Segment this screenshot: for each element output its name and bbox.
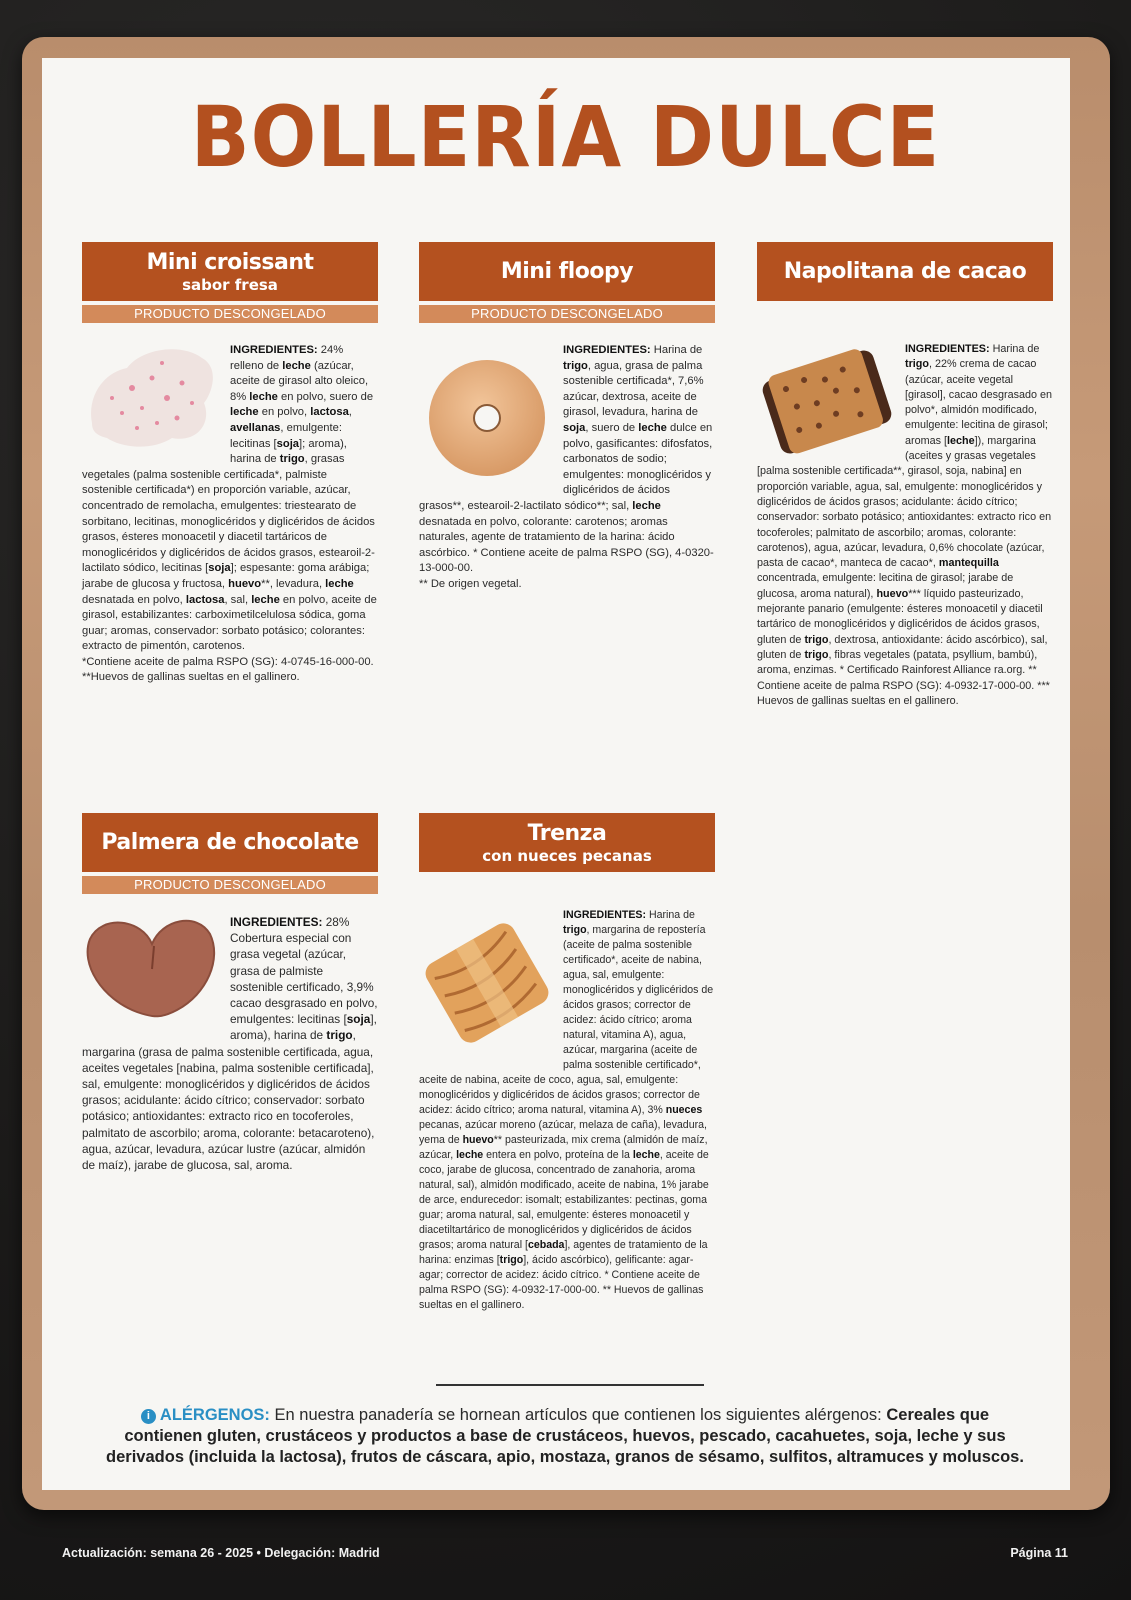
product-body [82, 914, 378, 1173]
product-card-napolitana-cacao [757, 242, 1053, 709]
ingredients-text: INGREDIENTES: Harina de trigo, margarina de repostería (aceite de palma sostenible certificado*, aceite de nabina, agua, sal, emulgente: monoglicéridos y diglicéridos de ácidos grasos; corrector de acidez: ácido cítrico; aroma natural, vitamina A), agua, azúcar, margarina (aceite de palma sostenible certificado*, aceite de nabina, aceite de coco, agua, sal, emulgente: monoglicéridos y diglicéridos de ácidos grasos; corrector de acidez: ácido cítrico; aroma natural, vitamina A), 3% nueces pecanas, azúcar moreno (azúcar, melaza de caña), levadura, yema de huevo** pasteurizada, mix crema (almidón de maíz, azúcar, leche entera en polvo, proteína de la leche, aceite de coco, jarabe de glucosa, concentrado de zanahoria, aroma natural, sal), almidón modificado, aceite de nabina, 1% jarabe de arce, endurecedor: isomalt; estabilizantes: pectinas, goma guar; aroma natural, sal, emulgente: ésteres monoacetil y diacetiltartárico de monoglicéridos y diglicéridos de ácidos grasos; aroma natural [cebada], agentes de tratamiento de la harina: enzimas [trigo], ácido ascórbico), gelificante: agar-agar; corrector de acidez: ácido cítrico. * Contiene aceite de palma RSPO (SG): 4-0932-17-000-00. ** Huevos de gallinas sueltas en el gallinero. [419, 909, 714, 1311]
mini-donut-image [419, 343, 555, 483]
product-header [419, 242, 715, 301]
product-subtitle: sabor fresa [182, 275, 278, 294]
product-card-mini-floopy [419, 242, 715, 593]
product-name: Palmera de chocolate [101, 829, 359, 855]
ingredients-text: INGREDIENTES: 24% relleno de leche (azúcar, aceite de girasol alto oleico, 8% leche en polvo, suero de leche en polvo, lactosa, avellanas, emulgente: lecitinas [soja]; aroma), harina de trigo, grasas vegetales (palma sostenible certificada*, palmiste sostenible certificada*) en proporción variable, azúcar, concentrado de remolacha, emulgentes: triestearato de sorbitano, lecitinas, monoglicéridos y diglicéridos de ácidos grasos, ésteres monoacetil y diacetil tartáricos de monoglicéridos y diglicéridos de ácidos grasos, estearoil-2-lactilato sódico, lecitinas [soja]; espesante: goma arábiga; jarabe de glucosa y fructosa, huevo**, levadura, leche desnatada en polvo, lactosa, sal, leche en polvo, aceite de girasol, estabilizantes: carboximetilcelulosa sódica, goma guar; aromas, conservador: sorbato potásico; colorantes: extracto de pimentón, carotenos. *Contiene aceite de palma RSPO (SG): 4-0745-16-000-00. **Huevos de gallinas sueltas en el gallinero. [82, 343, 378, 686]
pecan-braid-image [419, 908, 555, 1058]
product-body [757, 342, 1053, 709]
product-tag: PRODUCTO DESCONGELADO [419, 305, 715, 323]
info-icon: i [141, 1409, 156, 1424]
product-subtitle: con nueces pecanas [482, 846, 652, 865]
napolitana-image [757, 342, 897, 462]
allergens-intro: En nuestra panadería se hornean artículos que contienen los siguientes alérgenos: [274, 1406, 882, 1424]
product-header [419, 813, 715, 872]
product-card-palmera-chocolate [82, 813, 378, 1173]
product-header [82, 813, 378, 872]
product-name: Mini floopy [500, 258, 634, 284]
allergens-notice [100, 1405, 1030, 1468]
product-header [757, 242, 1053, 301]
product-tag: PRODUCTO DESCONGELADO [82, 305, 378, 323]
product-card-mini-croissant [82, 242, 378, 686]
footer-update-info: Actualización: semana 26 - 2025 • Delegación: Madrid [62, 1546, 380, 1560]
footnote: *Contiene aceite de palma RSPO (SG): 4-0745-16-000-00. [82, 655, 374, 668]
allergens-label: ALÉRGENOS: [159, 1406, 270, 1424]
product-header [82, 242, 378, 301]
product-tag: PRODUCTO DESCONGELADO [82, 876, 378, 894]
page-title: BOLLERÍA DULCE [190, 88, 941, 186]
strawberry-croissant-image [82, 343, 222, 453]
chocolate-palmier-image [82, 914, 222, 1026]
section-divider [436, 1384, 704, 1386]
product-name: Trenza [527, 820, 607, 846]
product-name: Napolitana de cacao [783, 258, 1027, 284]
footnote: ** De origen vegetal. [419, 577, 522, 590]
ingredients-text: INGREDIENTES: Harina de trigo, 22% crema de cacao (azúcar, aceite vegetal [girasol], cacao desgrasado en polvo*, almidón modificado, emulgente: lecitina de girasol; aromas [leche]), margarina (aceites y grasas vegetales [palma sostenible certificada**, girasol, soja, nabina] en proporción variable, agua, sal, emulgente: monoglicéridos y diglicéridos de ácidos grasos; acidulante: ácido cítrico; conservador: sorbato potásico; antioxidantes: extracto rico en tocoferoles; palmitato de ascorbilo; aromas, colorante: carotenos), agua, azúcar, levadura, 0,6% chocolate (azúcar, pasta de cacao*, manteca de cacao*, mantequilla concentrada, emulgente: lecitina de girasol; jarabe de glucosa, aroma natural), huevo*** líquido pasteurizado, mejorante panario (emulgente: ésteres monoacetil y diacetil tartárico de monoglicéridos y diglicéridos de ácidos grasos, gluten de trigo, dextrosa, antioxidante: ácido ascórbico), sal, gluten de trigo, fibras vegetales (patata, psyllium, bambú), aroma, enzimas. * Certificado Rainforest Alliance ra.org. ** Contiene aceite de palma RSPO (SG): 4-0932-17-000-00. *** Huevos de gallinas sueltas en el gallinero. [757, 343, 1053, 707]
footnote: **Huevos de gallinas sueltas en el gallinero. [82, 671, 300, 684]
product-body [82, 343, 378, 686]
ingredients-text: INGREDIENTES: Harina de trigo, agua, grasa de palma sostenible certificada*, 7,6% azúcar, dextrosa, aceite de girasol, levadura, harina de soja, suero de leche dulce en polvo, gasificantes: difosfatos, carbonatos de sodio; emulgentes: monoglicéridos y diglicéridos de ácidos grasos**, estearoil-2-lactilato sódico**; sal, leche desnatada en polvo, colorante: carotenos; aromas naturales, agente de tratamiento de la harina: ácido ascórbico. * Contiene aceite de palma RSPO (SG), 4-0320-13-000-00. ** De origen vegetal. [419, 343, 715, 593]
product-name: Mini croissant [146, 249, 314, 275]
product-body [419, 908, 715, 1313]
product-body [419, 343, 715, 593]
product-card-trenza [419, 813, 715, 1313]
footer-page-number: Página 11 [1010, 1546, 1068, 1560]
ingredients-text: INGREDIENTES: 28% Cobertura especial con grasa vegetal (azúcar, grasa de palmiste sostenible certificado, 3,9% cacao desgrasado en polvo, emulgentes: lecitinas [soja], aroma), harina de trigo, margarina (grasa de palma sostenible certificada, agua, aceites vegetales [nabina, palma sostenible certificada], sal, emulgente: monoglicéridos y diglicéridos de ácidos grasos; acidulante: ácido cítrico; conservador: sorbato potásico; antioxidantes: extracto rico en tocoferoles, palmitato de ascorbilo; aroma, colorante: betacaroteno), agua, azúcar, levadura, azúcar lustre (azúcar, almidón de maíz), jarabe de glucosa, sal, aroma. [82, 915, 378, 1173]
allergens-list: Cereales que contienen gluten, crustáceos y productos a base de crustáceos, huevos, pescado, cacahuetes, soja, leche y sus derivados (incluida la lactosa), frutos de cáscara, apio, mostaza, granos de sésamo, sulfitos, altramuces y moluscos. [106, 1406, 1024, 1466]
